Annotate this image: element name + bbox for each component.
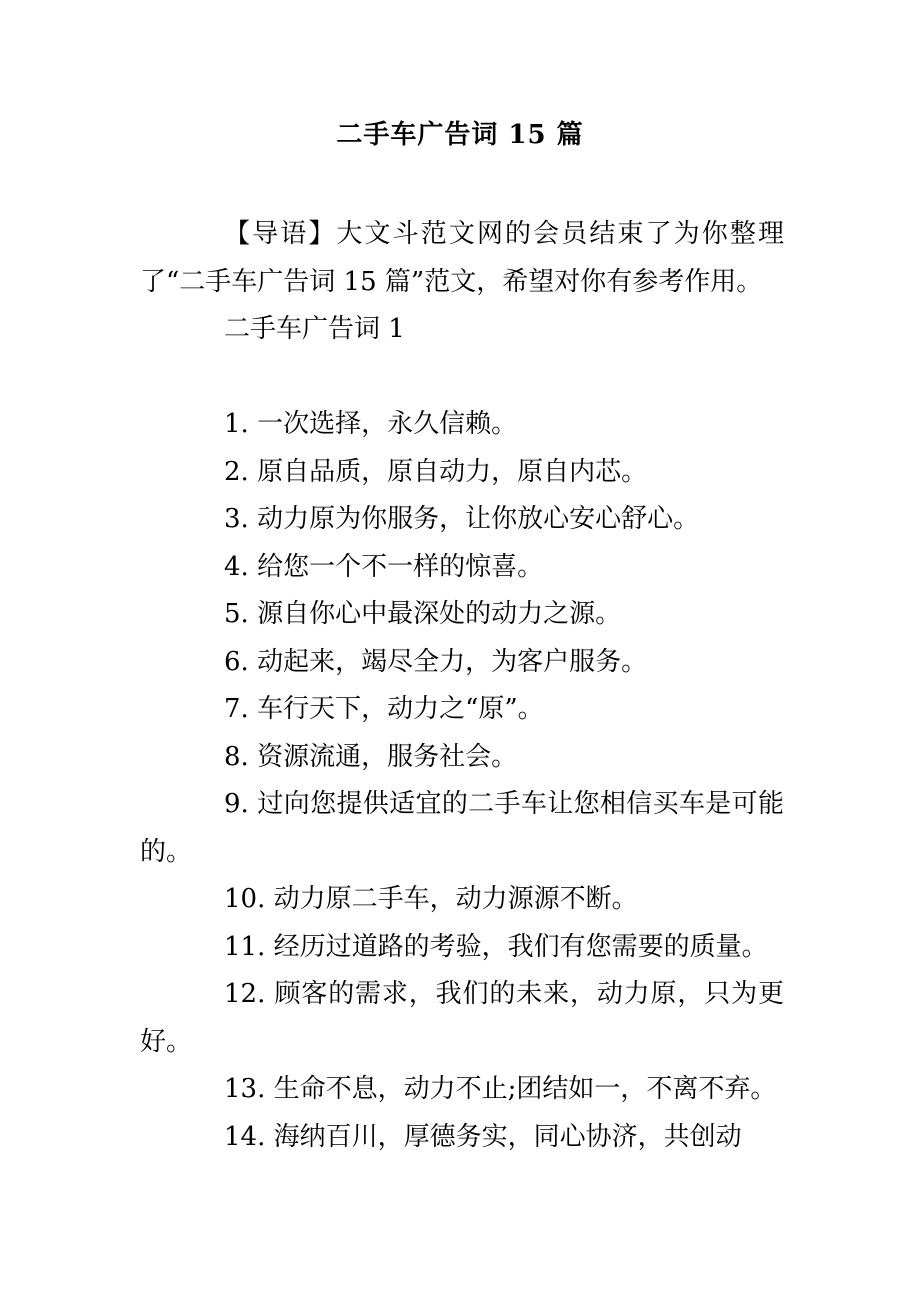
intro-paragraph: 【导语】大文斗范文网的会员结束了为你整理了“二手车广告词 15 篇”范文，希望对你有参考作用。 [140, 219, 784, 297]
list-item: 10. 动力原二手车，动力源源不断。 [224, 884, 638, 914]
list-item: 14. 海纳百川，厚德务实，同心协济，共创动 [224, 1121, 742, 1152]
list-item: 8. 资源流通，服务社会。 [224, 741, 518, 772]
list-item: 12. 顾客的需求，我们的未来，动力原，只为更好。 [140, 979, 784, 1057]
list-item: 5. 源自你心中最深处的动力之源。 [224, 599, 622, 629]
list-item: 3. 动力原为你服务，让你放心安心舒心。 [224, 504, 700, 534]
list-item: 7. 车行天下，动力之“原”。 [224, 694, 544, 724]
list-item: 6. 动起来，竭尽全力，为客户服务。 [224, 646, 648, 677]
list-item: 13. 生命不息，动力不止;团结如一，不离不弃。 [224, 1074, 777, 1104]
document-body [140, 211, 784, 1161]
document-title: 二手车广告词 15 篇 [336, 120, 584, 150]
list-item: 11. 经历过道路的考验，我们有您需要的质量。 [224, 931, 768, 962]
list-item: 2. 原自品质，原自动力，原自内芯。 [224, 456, 648, 487]
list-item: 9. 过向您提供适宜的二手车让您相信买车是可能的。 [140, 789, 784, 867]
list-item: 1. 一次选择，永久信赖。 [224, 409, 518, 439]
blank-line [140, 354, 784, 402]
section-heading: 二手车广告词 1 [224, 314, 405, 344]
list-item: 4. 给您一个不一样的惊喜。 [224, 551, 544, 582]
